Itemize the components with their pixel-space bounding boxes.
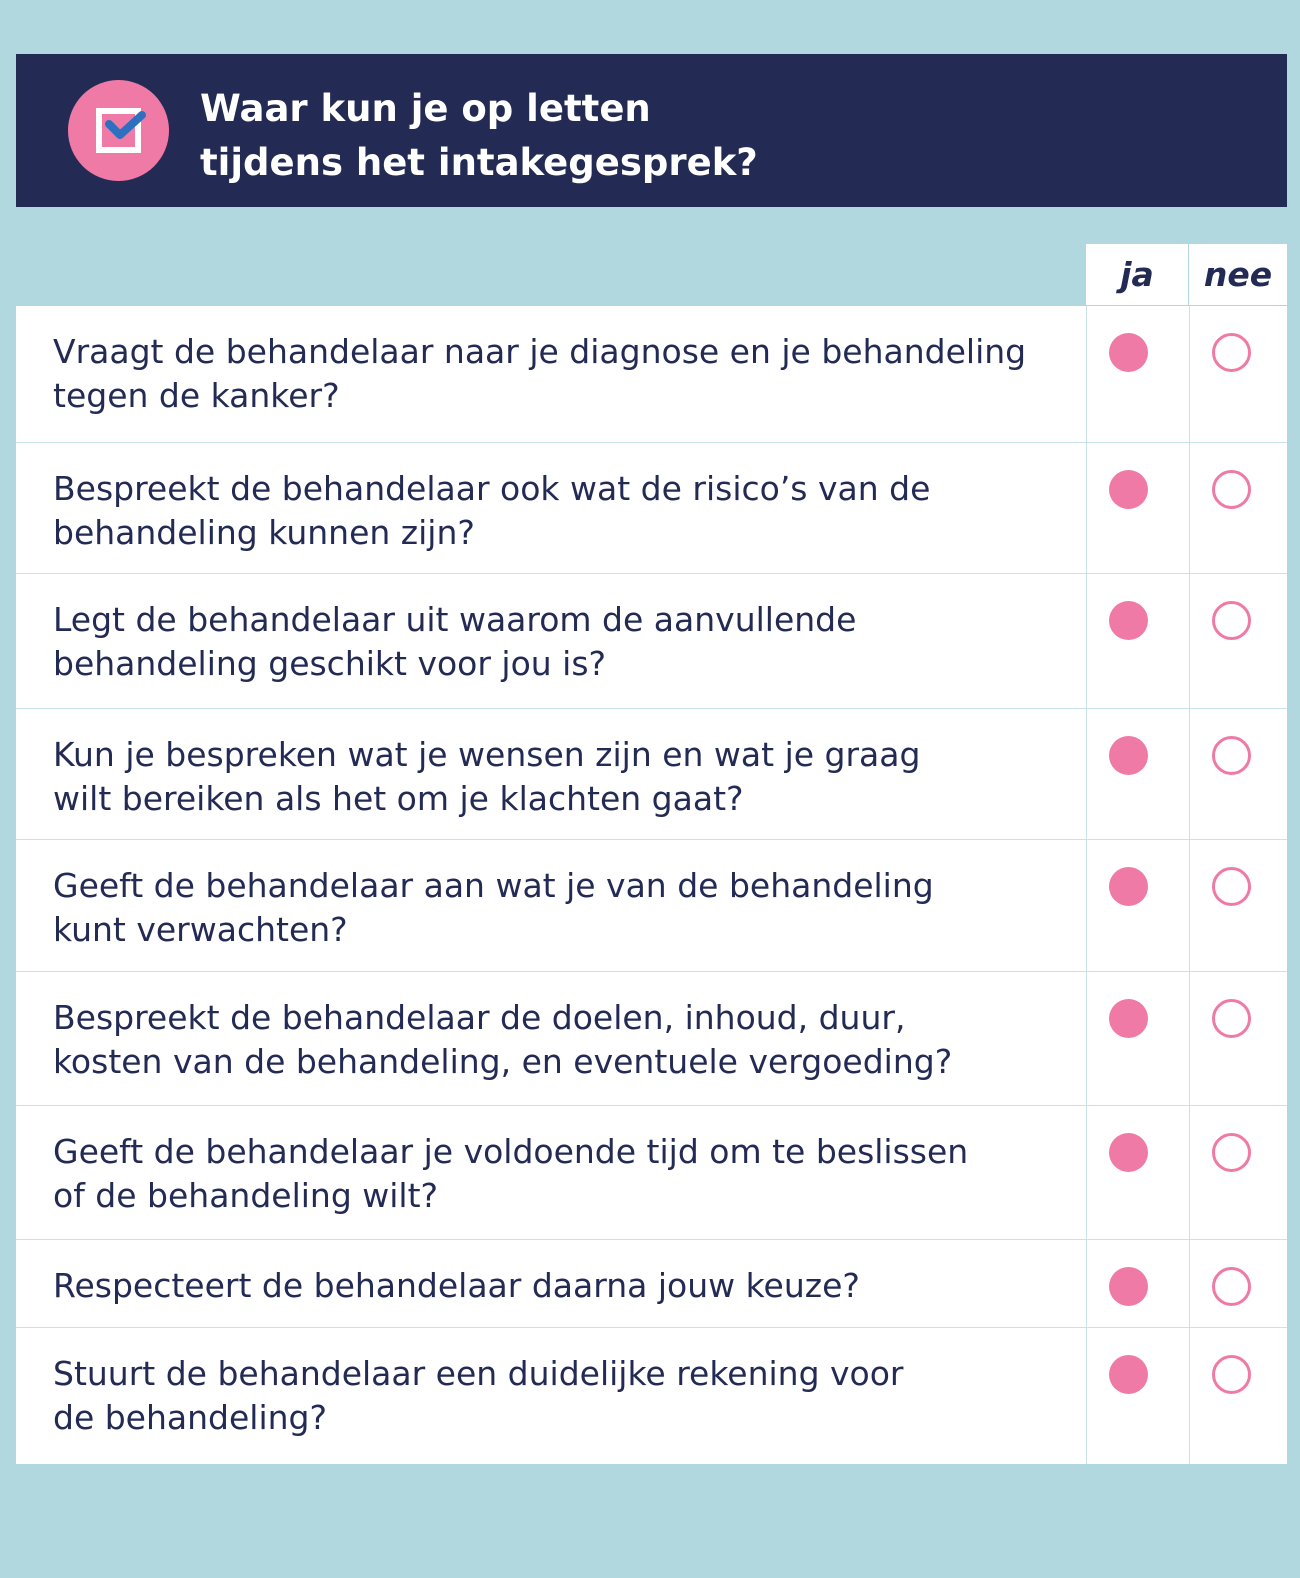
table-row [16, 839, 1287, 971]
checkbox-check-icon [68, 80, 169, 181]
radio-nee[interactable] [1212, 999, 1251, 1038]
radio-nee[interactable] [1212, 470, 1251, 509]
question-text: Legt de behandelaar uit waarom de aanvullende behandeling geschikt voor jou is? [53, 600, 857, 683]
radio-ja-selected[interactable] [1109, 999, 1148, 1038]
checklist-table [16, 306, 1287, 1464]
table-row [16, 1327, 1287, 1464]
table-row [16, 708, 1287, 839]
table-row [16, 306, 1287, 442]
radio-ja-selected[interactable] [1109, 1267, 1148, 1306]
question-text: Bespreekt de behandelaar de doelen, inhoud, duur, kosten van de behandeling, en eventuele vergoeding? [53, 998, 953, 1081]
column-header-ja: ja [1086, 244, 1188, 305]
radio-ja-selected[interactable] [1109, 470, 1148, 509]
question-text: Kun je bespreken wat je wensen zijn en wat je graag wilt bereiken als het om je klachten gaat? [53, 735, 921, 818]
radio-nee[interactable] [1212, 1267, 1251, 1306]
radio-nee[interactable] [1212, 1355, 1251, 1394]
table-row [16, 442, 1287, 573]
table-row [16, 1239, 1287, 1327]
table-row [16, 573, 1287, 708]
radio-ja-selected[interactable] [1109, 736, 1148, 775]
question-text: Stuurt de behandelaar een duidelijke rekening voor de behandeling? [53, 1354, 904, 1437]
radio-ja-selected[interactable] [1109, 1133, 1148, 1172]
header-banner [16, 54, 1287, 207]
radio-ja-selected[interactable] [1109, 601, 1148, 640]
radio-ja-selected[interactable] [1109, 867, 1148, 906]
radio-nee[interactable] [1212, 867, 1251, 906]
question-text: Bespreekt de behandelaar ook wat de risico’s van de behandeling kunnen zijn? [53, 469, 931, 552]
radio-nee[interactable] [1212, 333, 1251, 372]
title-line-1: Waar kun je op letten [200, 87, 651, 130]
radio-nee[interactable] [1212, 1133, 1251, 1172]
radio-ja-selected[interactable] [1109, 1355, 1148, 1394]
question-text: Geeft de behandelaar je voldoende tijd om te beslissen of de behandeling wilt? [53, 1132, 969, 1215]
table-row [16, 1105, 1287, 1239]
table-row [16, 971, 1287, 1105]
radio-nee[interactable] [1212, 736, 1251, 775]
question-text: Respecteert de behandelaar daarna jouw keuze? [53, 1266, 860, 1305]
radio-nee[interactable] [1212, 601, 1251, 640]
question-text: Geeft de behandelaar aan wat je van de behandeling kunt verwachten? [53, 866, 934, 949]
page-title [200, 82, 758, 190]
title-line-2: tijdens het intakegesprek? [200, 141, 758, 184]
question-text: Vraagt de behandelaar naar je diagnose en je behandeling tegen de kanker? [53, 332, 1027, 415]
radio-ja-selected[interactable] [1109, 333, 1148, 372]
column-header-nee: nee [1189, 244, 1287, 305]
